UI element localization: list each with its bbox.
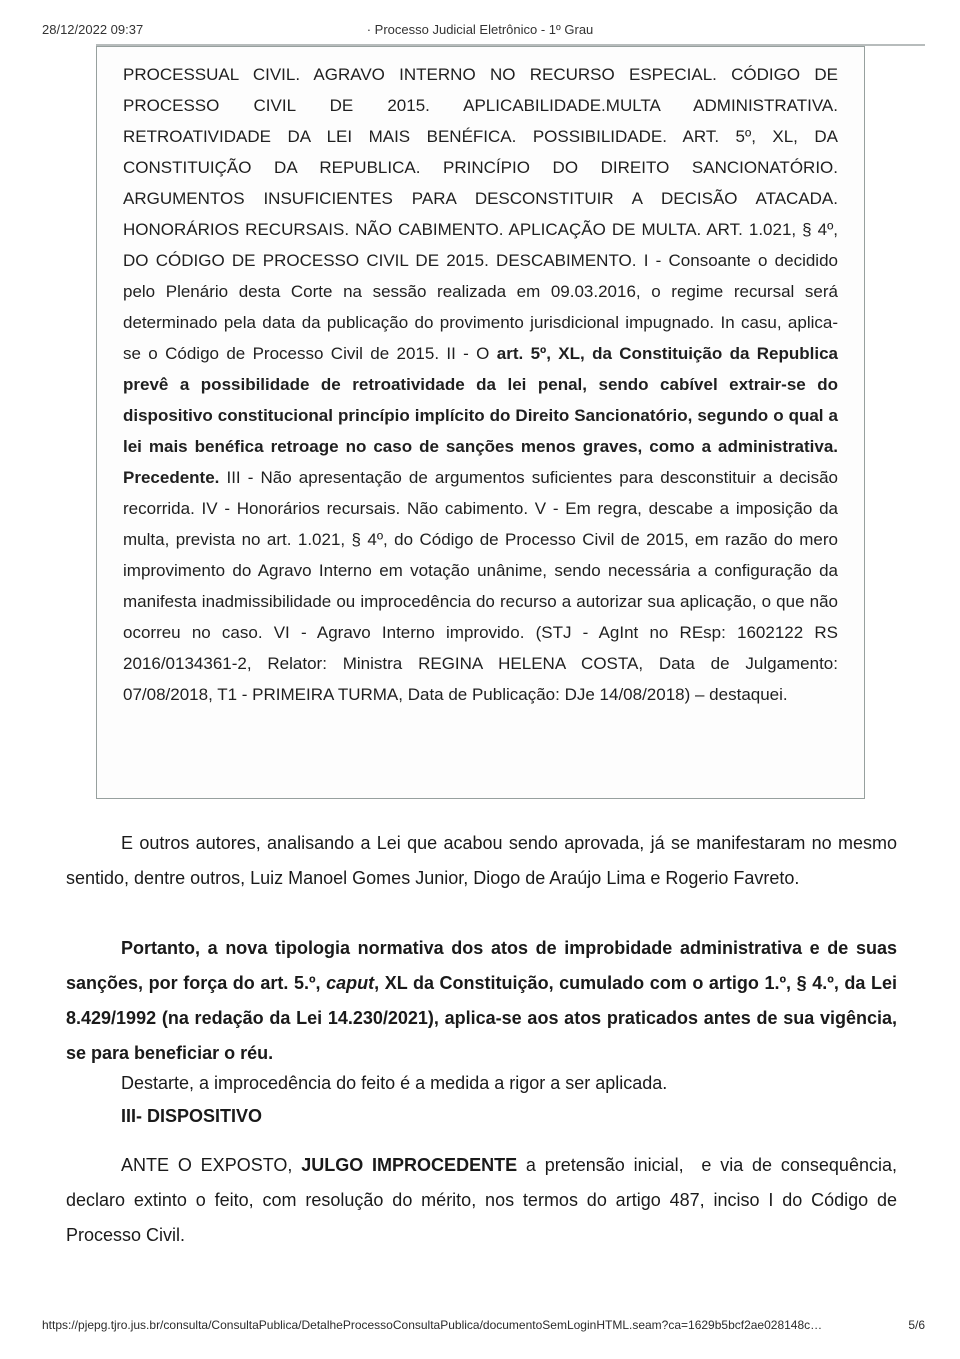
header-title: · Processo Judicial Eletrônico - 1º Grau (366, 22, 594, 37)
text-run: PROCESSUAL CIVIL. AGRAVO INTERNO NO RECURSO ESPECIAL. CÓDIGO DE PROCESSO CIVIL DE 2015. APLICABILIDADE.MULTA ADMINISTRATIVA. RETROATIVIDADE DA LEI MAIS BENÉFICA. POSSIBILIDADE. ART. 5º, XL, DA CONSTITUIÇÃO DA REPUBLICA. PRINCÍPIO DO DIREITO SANCIONATÓRIO. ARGUMENTOS INSUFICIENTES PARA DESCONSTITUIR A DECISÃO ATACADA. HONORÁRIOS RECURSAIS. NÃO CABIMENTO. APLICAÇÃO DE MULTA. ART. 1.021, § 4º, DO CÓDIGO DE PROCESSO CIVIL DE 2015. DESCABIMENTO. I - Consoante o decidido pelo Plenário desta Corte na sessão realizada em 09.03.2016, o regime recursal será determinado pela data da publicação do provimento jurisdicional impugnado. In casu, aplica-se o Código de Processo Civil de 2015. II - O (123, 65, 838, 363)
paragraph-portanto (66, 931, 897, 1071)
text-run: caput (326, 973, 375, 993)
paragraph-authors (66, 826, 897, 896)
paragraph-julgo-improcedente (66, 1148, 903, 1253)
text-run: ANTE O EXPOSTO, (121, 1155, 302, 1175)
dispositivo-heading: III- DISPOSITIVO (121, 1106, 263, 1126)
text-run: JULGO IMPROCEDENTE (301, 1155, 518, 1175)
text-run: Destarte, a improcedência do feito é a medida a rigor a ser aplicada. (121, 1073, 668, 1093)
footer-url: https://pjepg.tjro.jus.br/consulta/ConsultaPublica/DetalheProcessoConsultaPublica/documentoSemLoginHTML.seam?ca=1629b5bcf2ae028148c… (42, 1318, 823, 1332)
text-run: a pretensão inicial, e via de consequência, declaro extinto o feito, com resolução do mérito, nos termos do artigo 487, inciso I do Código de Processo Civil. (66, 1155, 903, 1245)
text-run: , XL da Constituição, cumulado com o artigo 1.º, § 4.º, da Lei 8.429/1992 (na redação da Lei 14.230/2021), aplica-se aos atos praticados antes de sua vigência, se para beneficiar o réu. (66, 973, 897, 1063)
jurisprudence-quote-box (96, 46, 865, 799)
text-run: III - Não apresentação de argumentos suficientes para desconstituir a decisão recorrida. IV - Honorários recursais. Não cabimento. V - Em regra, descabe a imposição da multa, prevista no art. 1.021, § 4º, do Código de Processo Civil de 2015, em razão do mero improvimento do Agravo Interno em votação unânime, sendo necessária a configuração da manifesta inadmissibilidade ou improcedência do recurso a autorizar sua aplicação, o que não ocorreu no caso. VI - Agravo Interno improvido. (STJ - AgInt no REsp: 1602122 RS 2016/0134361-2, Relator: Ministra REGINA HELENA COSTA, Data de Julgamento: 07/08/2018, T1 - PRIMEIRA TURMA, Data de Publicação: DJe 14/08/2018) – destaquei. (123, 468, 838, 704)
paragraph-destarte (66, 1066, 897, 1101)
footer-page-number: 5/6 (908, 1318, 925, 1332)
text-run: art. 5º, XL, da Constituição da Republica prevê a possibilidade de retroatividade da lei penal, sendo cabível extrair-se do dispositivo constitucional princípio implícito do Direito Sancionatório, segundo o qual a lei mais benéfica retroage no caso de sanções menos graves, como a administrativa. Precedente. (123, 344, 838, 487)
text-run: Portanto, a nova tipologia normativa dos atos de improbidade administrativa e de suas sanções, por força do art. 5.º, (66, 938, 897, 993)
jurisprudence-quote-text (123, 59, 838, 710)
header-datetime: 28/12/2022 09:37 (42, 22, 144, 37)
text-run: E outros autores, analisando a Lei que acabou sendo aprovada, já se manifestaram no mesmo sentido, dentre outros, Luiz Manoel Gomes Junior, Diogo de Araújo Lima e Rogerio Favreto. (66, 833, 897, 888)
